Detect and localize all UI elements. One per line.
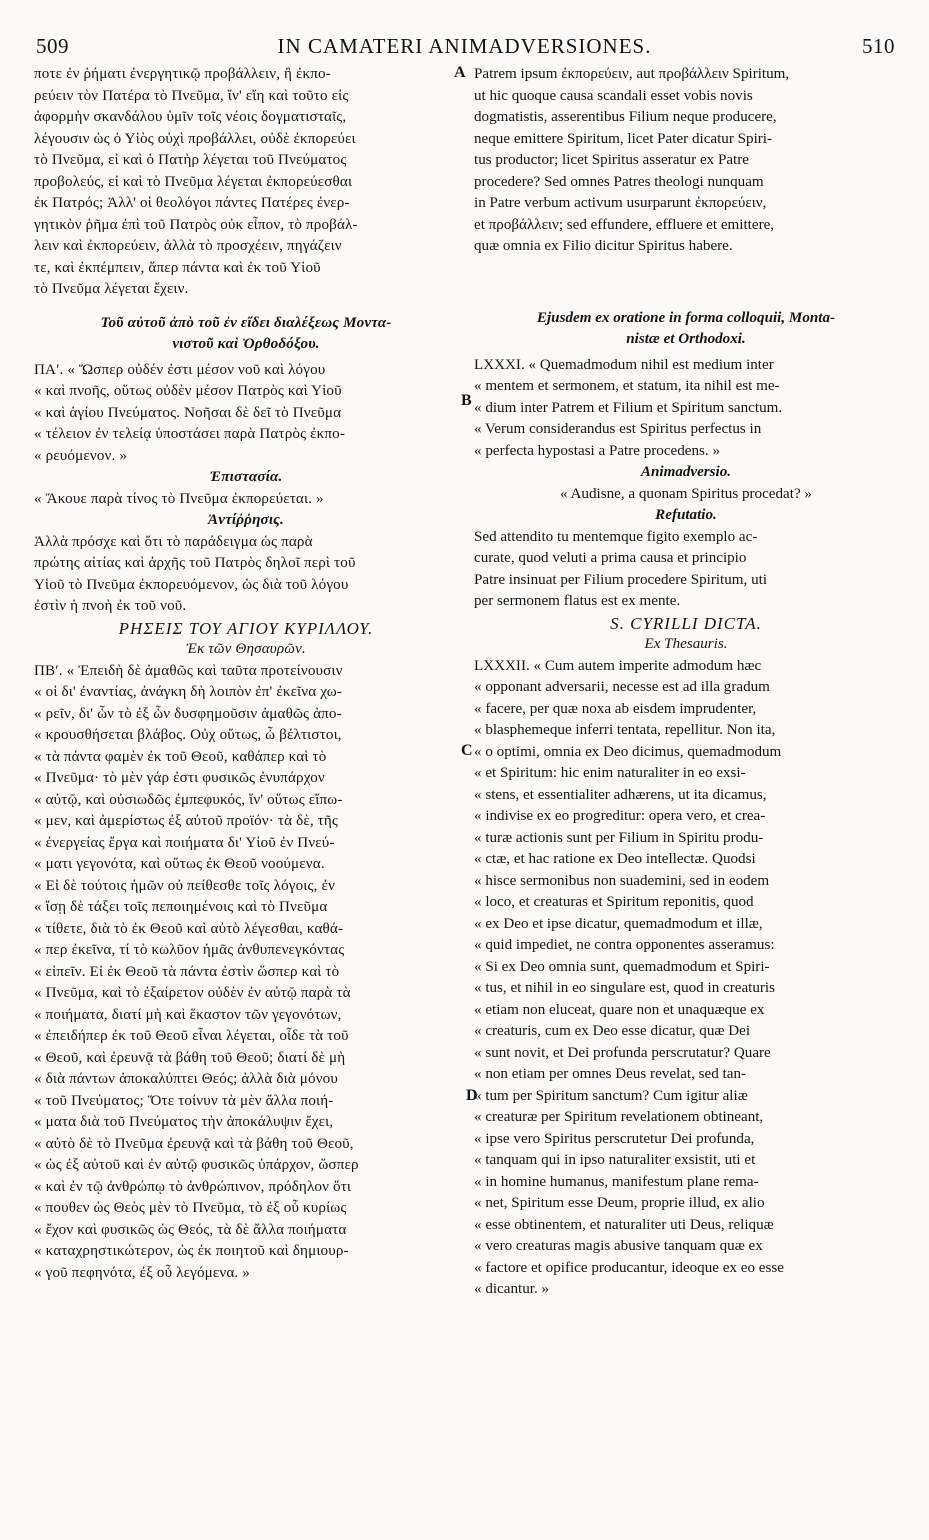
text-line: ut hic quoque causa scandali esset vobis novis [474,87,753,104]
text-line: « οἱ δι' ἐναντίας, ἀνάγκη δὴ λοιπὸν ἐπ' ἐκεῖνα χω- [34,684,343,700]
text-line: Patrem ipsum ἐκπορεύειν, aut προβάλλειν Spiritum, [474,66,790,82]
margin-marker-a: A [454,64,466,81]
greek-pa-paragraph [34,360,458,468]
text-line: « loco, et creaturas et Spiritum reponitis, quod [474,894,754,910]
text-line: « dicantur. » [474,1281,550,1297]
latin-dialogue-heading [474,308,898,351]
text-line: « γοῦ πεφηνότα, ἐξ οὗ λεγόμενα. » [34,1264,250,1281]
text-line: τε, καὶ ἐκπέμπειν, ἅπερ πάντα καὶ ἐκ τοῦ Υἱοῦ [34,259,321,276]
heading-line: Ejusdem ex oratione in forma colloquii, Monta- [536,309,836,326]
latin-intro-paragraph [474,64,898,258]
margin-marker-c: C [461,742,473,759]
latin-lxxxi-paragraph [474,355,898,463]
text-line: ἀφορμὴν σκανδάλου ὑμῖν τοῖς νέοις δογματισταῖς, [34,109,347,125]
greek-column [34,64,458,1284]
text-line: « τὰ πάντα φαμὲν ἐκ τοῦ Θεοῦ, καθάπερ καὶ τὸ [34,748,327,765]
text-line: « ρευόμενον. » [34,447,128,464]
text-line: in Patre verbum activum usurparunt ἐκπορεύειν, [474,195,767,211]
text-line: « creaturis, cum ex Deo esse dicatur, quæ Dei [474,1023,751,1039]
text-line: « stens, et essentialiter adhærens, ut ita dicamus, [474,786,767,803]
text-line: « quid impediet, ne contra opponentes asseramus: [474,937,775,953]
text-line: « Πνεῦμα· τὸ μὲν γάρ ἐστι φυσικῶς ἐνυπάρχον [34,770,325,786]
text-line: et προβάλλειν; sed effundere, effluere et emittere, [474,216,775,233]
latin-lxxxii-paragraph [474,656,898,1301]
text-line: « factore et opifice producantur, ideoque ex eo esse [474,1259,784,1276]
text-line: « καὶ ἁγίου Πνεύματος. Νοῆσαι δὲ δεῖ τὸ Πνεῦμα [34,404,342,421]
text-line: « μεν, καὶ ἀμερίστως ἐξ αὐτοῦ προϊόν· τὰ δὲ, τῆς [34,813,339,829]
text-line: « dium inter Patrem et Filium et Spiritum sanctum. [474,399,783,416]
text-line: « non etiam per omnes Deus revelat, sed tan- [474,1066,747,1082]
heading-line: Τοῦ αὐτοῦ ἀπὸ τοῦ ἐν εἴδει διαλέξεως Μοντα- [100,314,392,331]
text-line: « Εἰ δὲ τούτοις ἡμῶν οὐ πείθεσθε τοῖς λόγοις, ἐν [34,877,335,894]
running-title: IN CAMATERI ANIMADVERSIONES. [277,34,652,58]
antirrhesis-title: Ἀντίῤῥησις. [208,512,284,528]
text-line: Patre insinuat per Filium procedere Spiritum, uti [474,571,768,588]
text-line: « Θεοῦ, καὶ ἐρευνᾷ τὰ βάθη τοῦ Θεοῦ; διατί δὲ μὴ [34,1049,346,1066]
text-line: « τίθετε, διὰ τὸ ἐκ Θεοῦ καὶ αὐτὸ λέγεσθαι, καθά- [34,920,344,937]
text-line: « ματι γεγονότα, καὶ οὕτως ἐκ Θεοῦ νοούμενα. [34,856,325,872]
text-line: ΠΒʹ. « Ἐπειδὴ δὲ ἀμαθῶς καὶ ταῦτα προτείνουσιν [34,662,343,679]
thesauri-title-latin: Ex Thesauris. [644,636,728,652]
greek-intro-paragraph [34,64,458,301]
heading-line: νιστοῦ καὶ Ὀρθοδόξου. [172,336,320,352]
text-line: Ἀλλὰ πρόσχε καὶ ὅτι τὸ παράδειγμα ὡς παρὰ [34,533,313,550]
text-line: « Verum considerandus est Spiritus perfectus in [474,421,762,437]
text-line: « πουθεν ὡς Θεὸς μὲν τὸ Πνεῦμα, τὸ ἐξ οὗ κυρίως [34,1200,347,1216]
text-line: « ex Deo et ipse dicatur, quemadmodum et illæ, [474,915,763,932]
text-line: προβολεύς, εἰ καὶ τὸ Πνεῦμα λέγεται ἐκπορεύεσθαι [34,173,353,190]
text-line: tus productor; licet Spiritus asseratur ex Patre [474,152,749,168]
cyril-section-title-greek: ΡΗΣΕΙΣ ΤΟΥ ΑΓΙΟΥ ΚΥΡΙΛΛΟΥ. [118,618,374,638]
refutatio-paragraph [474,527,898,613]
text-line: « ἔχον καὶ φυσικῶς ὡς Θεός, τὰ δὲ ἄλλα ποιήματα [34,1221,347,1238]
greek-dialogue-heading [34,313,458,356]
text-line: « καταχρηστικώτερον, ὡς ἐκ ποιητοῦ καὶ δημιουρ- [34,1243,349,1259]
text-line: « sunt novit, et Dei profunda perscrutatur? Quare [474,1044,771,1061]
text-line: « αὐτῷ, καὶ οὐσιωδῶς ἐμπεφυκός, ἵν' οὕτως εἴπω- [34,791,343,808]
text-line: « etiam non eluceat, quare non et unaquæque ex [474,1001,765,1018]
text-line: « περ ἐκεῖνα, τί τὸ κωλῦον ἡμᾶς ἀνθυπενεγκόντας [34,942,345,958]
text-line: ἐστὶν ἡ πνοὴ ἐκ τοῦ νοῦ. [34,598,187,614]
text-line: « blasphemeque inferri tentata, repellitur. Non ita, [474,722,776,738]
latin-column [474,64,898,1301]
text-line: « κρουσθήσεται βλάβος. Οὐχ οὕτως, ὦ βέλτιστοι, [34,727,342,743]
cyril-section-title-latin: S. CYRILLI DICTA. [610,613,762,633]
text-line: « ipse vero Spiritus perscrutetur Dei profunda, [474,1130,755,1147]
text-line: « διὰ πάντων ἀποκαλύπτει Θεός; ἀλλὰ διὰ μόνου [34,1071,339,1087]
text-line: « turæ actionis sunt per Filium in Spiritu produ- [474,829,764,846]
animadversio-text: « Audisne, a quonam Spiritus procedat? » [560,485,812,502]
text-line: LXXXI. « Quemadmodum nihil est medium inter [474,356,774,373]
text-line: « εἰπεῖν. Εἰ ἐκ Θεοῦ τὰ πάντα ἐστὶν ὥσπερ καὶ τὸ [34,963,340,980]
text-line: ἐκ Πατρός; Ἀλλ' οἱ θεολόγοι πάντες Πατέρες ἐνερ- [34,195,350,211]
text-line: « perfecta hypostasi a Patre procedens. » [474,442,721,459]
text-line: τὸ Πνεῦμα, εἰ καὶ ὁ Πατὴρ λέγεται τοῦ Πνεύματος [34,152,347,168]
text-line: « καὶ πνοῆς, οὕτως οὐδὲν μέσον Πατρὸς καὶ Υἱοῦ [34,383,342,399]
text-line: τὸ Πνεῦμα λέγεται ἔχειν. [34,281,189,297]
text-line: « ἐνεργείας ἔργα καὶ ποιήματα δι' Υἱοῦ ἐν Πνεύ- [34,834,335,851]
text-line: λειν καὶ ἐκπορεύειν, ἀλλὰ τὸ προσχέειν, πηγάζειν [34,238,342,254]
text-line: « τοῦ Πνεύματος; Ὅτε τοίνυν τὰ μὲν ἄλλα ποιή- [34,1092,334,1109]
text-line: ΠΑʹ. « Ὥσπερ οὐδέν ἐστι μέσον νοῦ καὶ λόγου [34,361,326,378]
animadversio-title: Animadversio. [640,464,732,480]
page-number-left: 509 [36,34,69,58]
text-line: γητικὸν ῥῆμα ἐπὶ τοῦ Πατρὸς οὐκ εἶπον, τὸ προβάλ- [34,216,358,233]
text-line: « tanquam qui in ipso naturaliter exsistit, uti et [474,1152,756,1168]
text-line: « ποιήματα, διατί μὴ καὶ ἕκαστον τῶν γεγονότων, [34,1006,342,1023]
text-line: « ματα διὰ τοῦ Πνεύματος τὴν ἀποκάλυψιν ἔχει, [34,1114,334,1130]
heading-line: nistæ et Orthodoxi. [626,331,746,347]
text-line: « in homine humanus, manifestum plane rema- [474,1173,759,1190]
text-line: dogmatistis, asserentibus Filium neque producere, [474,109,777,125]
text-line: λέγουσιν ὡς ὁ Υἱὸς οὐχὶ προβάλλει, οὐδὲ ἐκπορεύει [34,130,356,147]
text-line: curate, quod veluti a prima causa et principio [474,550,747,566]
text-line: Sed attendito tu mentemque figito exemplo ac- [474,528,758,545]
text-line: per sermonem flatus est ex mente. [474,593,681,609]
text-line: « ὡς ἐξ αὐτοῦ καὶ ἐν αὐτῷ φυσικῶς ὑπάρχον, ὥσπερ [34,1157,359,1173]
text-line: « vero creaturas magis abusive tanquam quæ ex [474,1238,763,1254]
text-line: LXXXII. « Cum autem imperite admodum hæc [474,657,762,674]
text-line: « ρεῖν, δι' ὧν τὸ ἐξ ὧν δυσφημοῦσιν ἀμαθῶς ἀπο- [34,705,342,722]
text-line: « opponant adversarii, necesse est ad illa gradum [474,679,770,695]
antirrhesis-paragraph [34,532,458,618]
text-line: « facere, per quæ noxa ab eisdem imprudenter, [474,700,757,717]
epistasia-text: « Ἄκουε παρὰ τίνος τὸ Πνεῦμα ἐκπορεύεται. » [34,490,324,507]
margin-marker-b: B [461,392,472,409]
refutatio-title: Refutatio. [655,507,717,523]
text-line: « esse obtinentem, et naturaliter uti Deus, reliquæ [474,1216,774,1233]
page-number-right: 510 [862,34,895,58]
text-line: « indivise ex eo progreditur: opera vero, et crea- [474,808,766,824]
text-line: « et Spiritum: hic enim naturaliter in eo exsi- [474,765,746,781]
text-line: πρώτης αἰτίας καὶ ἀρχῆς τοῦ Πατρὸς δηλοῖ περὶ τοῦ [34,555,356,571]
text-line: « Πνεῦμα, καὶ τὸ ἐξαίρετον οὐδὲν ἐν αὐτῷ παρὰ τὰ [34,985,351,1001]
text-line: ποτε ἐν ῥήματι ἐνεργητικῷ προβάλλειν, ἢ ἐκπο- [34,66,331,82]
greek-pb-paragraph [34,661,458,1285]
text-line: « mentem et sermonem, et statum, ita nihil est me- [474,378,780,394]
text-line: « tum per Spiritum sanctum? Cum igitur aliæ [474,1087,748,1104]
text-line: « αὐτὸ δὲ τὸ Πνεῦμα ἐρευνᾷ καὶ τὰ βάθη τοῦ Θεοῦ, [34,1135,354,1152]
text-line: « ἴσῃ δὲ τάξει τοῖς πεποιημένοις καὶ τὸ Πνεῦμα [34,899,328,915]
text-line: « ἐπειδήπερ ἐκ τοῦ Θεοῦ εἶναι λέγεται, οἶδε τὰ τοῦ [34,1028,349,1044]
text-line: neque emittere Spiritum, licet Pater dicatur Spiri- [474,130,773,147]
text-line: procedere? Sed omnes Patres theologi nunquam [474,173,764,190]
margin-marker-d: D [466,1087,478,1104]
text-line: Υἱοῦ τὸ Πνεῦμα ἐκπορευόμενον, ὡς διὰ τοῦ λόγου [34,576,349,593]
thesauri-title-greek: Ἐκ τῶν Θησαυρῶν. [186,641,306,657]
text-line: « καὶ ἐν τῷ ἀνθρώπῳ τὸ ἀνθρώπινον, πρόδηλον ὅτι [34,1178,352,1195]
epistasia-title: Ἐπιστασία. [209,469,283,485]
page-header [30,34,899,60]
text-line: « τέλειον ἐν τελείᾳ ὑποστάσει παρὰ Πατρὸς ἐκπο- [34,426,346,442]
text-line: « creaturæ per Spiritum revelationem obtineant, [474,1109,764,1125]
text-line: « hisce sermonibus non suademini, sed in eodem [474,872,770,889]
text-line: « o optimi, omnia ex Deo dicimus, quemadmodum [474,743,782,760]
text-line: quæ omnia ex Filio dicitur Spiritus habere. [474,238,733,254]
text-line: « tus, et nihil in eo singulare est, quod in creaturis [474,980,775,996]
text-line: « Si ex Deo omnia sunt, quemadmodum et Spiri- [474,958,770,975]
text-line: « ctæ, et hac ratione ex Deo intellectæ. Quodsi [474,851,756,867]
text-line: ρεύειν τὸν Πατέρα τὸ Πνεῦμα, ἵν' εἴη καὶ τοῦτο εἰς [34,87,349,104]
text-line: « net, Spiritum esse Deum, proprie illud, ex alio [474,1195,765,1211]
